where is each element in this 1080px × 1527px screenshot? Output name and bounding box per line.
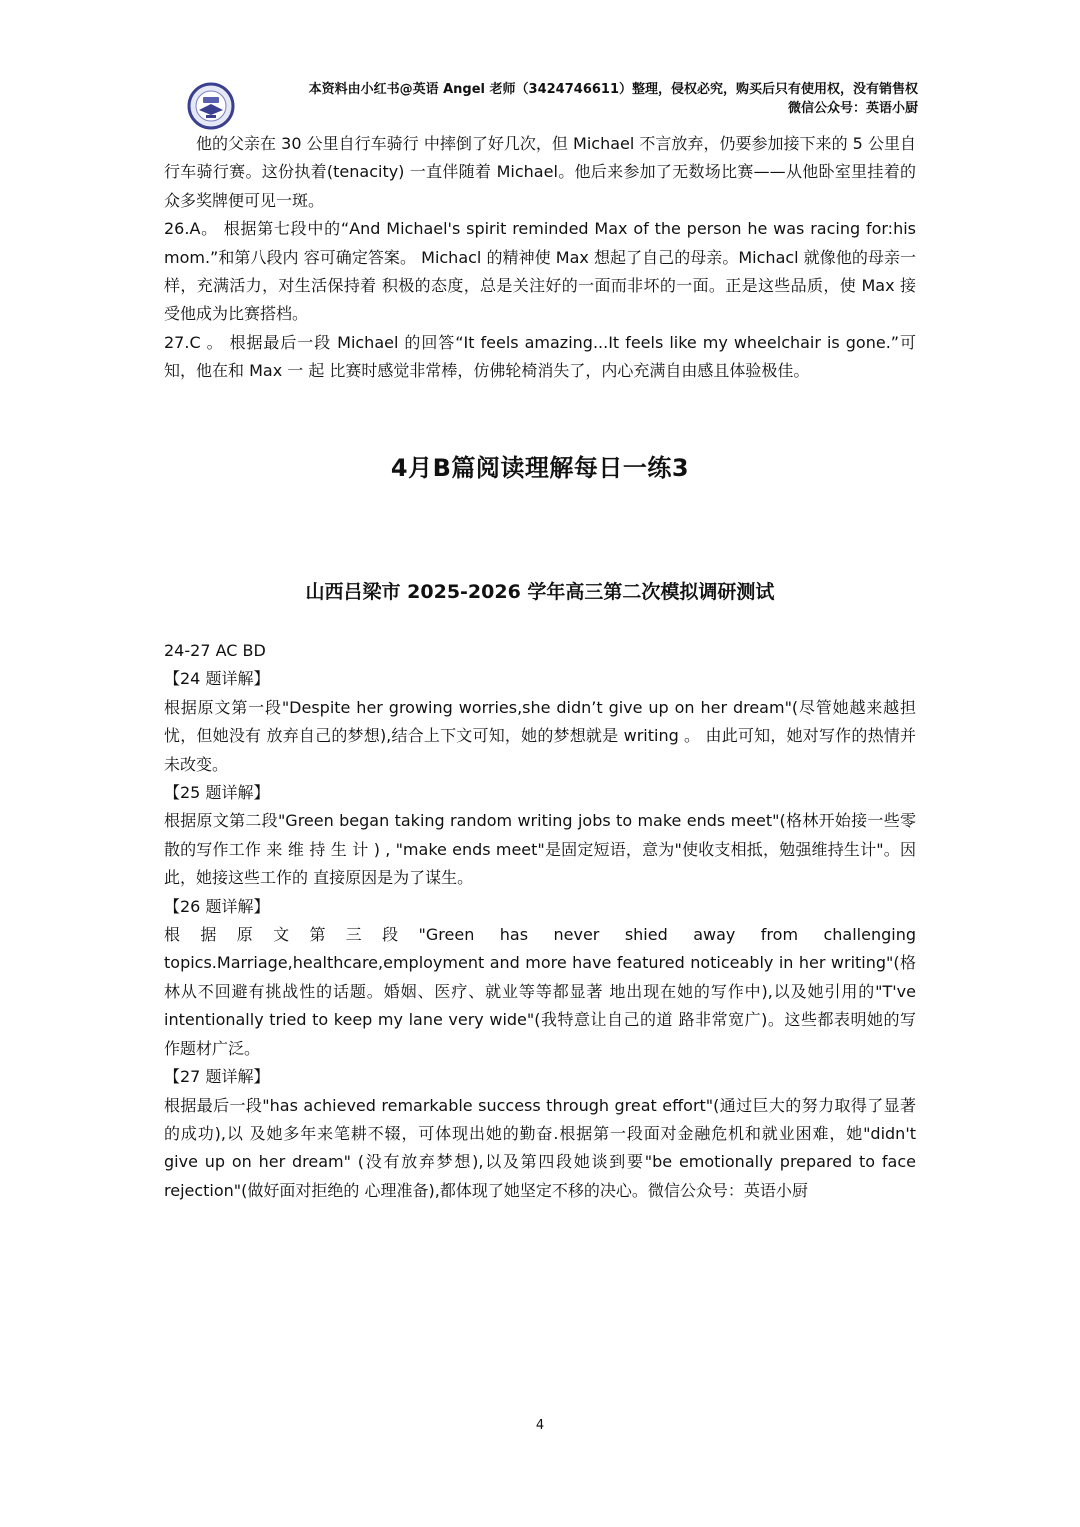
explanations-section — [164, 637, 916, 1205]
explanation-26-text: 根据原文第三段"Green has never shied away from challenging topics.Marriage,healthcare,employment and more have featured noticeably in her writing"(格林从不回避有挑战性的话题。婚姻、医疗、就业等等都显著 地出现在她的写作中),以及她引用的"T've intentionally tried to keep my lane very wide"(我特意让自己的道 路非常宽广)。这些都表明她的写作题材广泛。 — [164, 925, 916, 1058]
page-number: 4 — [535, 1418, 545, 1433]
previous-answers-section — [164, 130, 916, 386]
explanation-27-label: 【27 题详解】 — [164, 1067, 270, 1087]
explanation-27-text: 根据最后一段"has achieved remarkable success through great effort"(通过巨大的努力取得了显著的成功),以 及她多年来笔耕不辍，可体现出她的勤奋.根据第一段面对金融危机和就业困难，她"didn't give up on her dream" (没有放弃梦想),以及第四段她谈到要"be emotionally prepared to face rejection"(做好面对拒绝的 心理准备),都体现了她坚定不移的决心。微信公众号：英语小厨 — [164, 1095, 916, 1200]
answer-key: 24-27 AC BD — [164, 641, 266, 660]
answer-27-explanation: 27.C 。 根据最后一段 Michael 的回答“It feels amazing...It feels like my wheelchair is gone.”可知，他在和 Max 一 起 比赛时感觉非常棒，仿佛轮椅消失了，内心充满自由感且体验极佳。 — [164, 332, 916, 381]
paragraph-continuation: 他的父亲在 30 公里自行车骑行 中摔倒了好几次，但 Michael 不言放弃，仍要参加接下来的 5 公里自行车骑行赛。这份执着(tenacity) 一直伴随着 Michael。他后来参加了无数场比赛——从他卧室里挂着的众多奖牌便可见一斑。 — [164, 134, 916, 210]
page-header — [309, 80, 918, 118]
exam-subtitle: 山西吕梁市 2025-2026 学年高三第二次模拟调研测试 — [305, 581, 775, 603]
explanation-24-text: 根据原文第一段"Despite her growing worries,she didn’t give up on her dream"(尽管她越来越担忧，但她没有 放弃自己的梦想),结合上下文可知，她的梦想就是 writing 。 由此可知，她对写作的热情并未改变。 — [164, 697, 916, 774]
answer-26-explanation: 26.A。 根据第七段中的“And Michael's spirit reminded Max of the person he was racing for:his mom.”和第八段内 容可确定答案。 Michacl 的精神使 Max 想起了自己的母亲。Michacl 就像他的母亲一样，充满活力，对生活保持着 积极的态度，总是关注好的一面而非坏的一面。正是这些品质，使 Max 接受他成为比赛搭档。 — [164, 219, 916, 324]
page-title: 4月B篇阅读理解每日一练3 — [390, 454, 690, 482]
explanation-26-label: 【26 题详解】 — [164, 896, 270, 916]
header-wechat-line: 微信公众号：英语小厨 — [787, 101, 918, 116]
explanation-25-text: 根据原文第二段"Green began taking random writing jobs to make ends meet"(格林开始接一些零散的写作工作 来 维 持 生 计 ) , "make ends meet"是固定短语，意为"使收支相抵，勉强维持生计"。因此，她接这些工作的 直接原因是为了谋生。 — [164, 811, 916, 888]
explanation-24-label: 【24 题详解】 — [164, 669, 270, 689]
header-copyright-line: 本资料由小红书@英语 Angel 老师（3424746611）整理，侵权必究，购买后只有使用权，没有销售权 — [308, 82, 918, 97]
publisher-logo — [186, 82, 236, 130]
explanation-25-label: 【25 题详解】 — [164, 783, 270, 803]
